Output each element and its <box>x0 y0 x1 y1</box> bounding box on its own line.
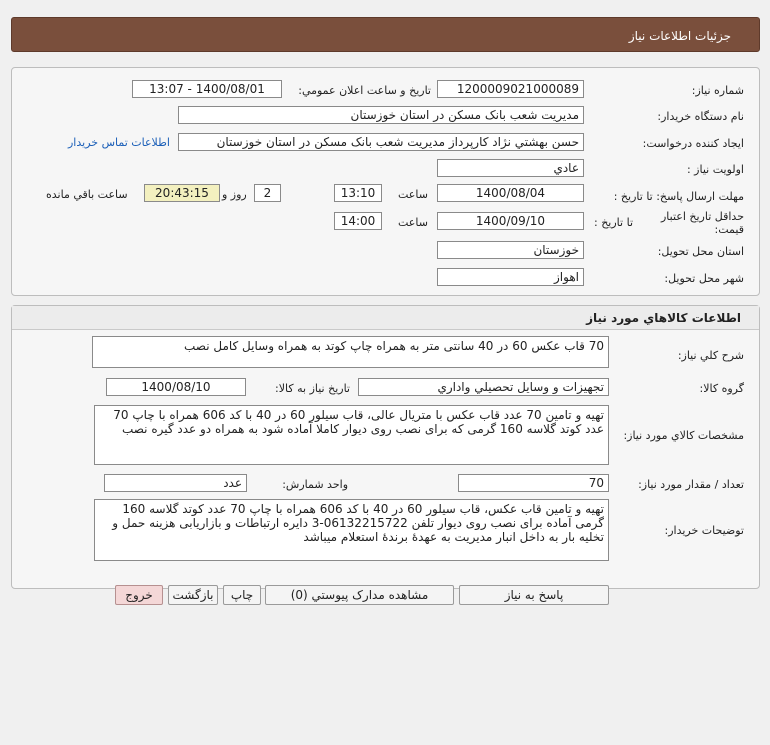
price-validity-to-date-label: تا تاريخ : <box>594 216 633 229</box>
unit-field: عدد <box>104 474 247 492</box>
remaining-time-label: ساعت باقي مانده <box>46 188 128 201</box>
quantity-label: تعداد / مقدار مورد نياز: <box>638 478 744 491</box>
reply-days-field: 2 <box>254 184 281 202</box>
delivery-province-label: استان محل تحويل: <box>657 245 744 258</box>
requester-label: ايجاد کننده درخواست: <box>642 137 744 150</box>
page-title: جزئيات اطلاعات نياز <box>628 29 731 43</box>
requester-field: حسن بهشتي نژاد کارپرداز مديريت شعب بانک مسکن در استان خوزستان <box>178 133 584 151</box>
reply-deadline-time-label: ساعت <box>398 188 428 201</box>
general-desc-label: شرح کلي نياز: <box>677 349 744 362</box>
goods-group-label: گروه کالا: <box>699 382 744 395</box>
reply-deadline-time: 13:10 <box>334 184 382 202</box>
attachments-button[interactable]: مشاهده مدارک پيوستي (0) <box>265 585 454 605</box>
announce-datetime-label: تاريخ و ساعت اعلان عمومي: <box>298 84 431 97</box>
specs-label: مشخصات کالاي مورد نياز: <box>623 429 744 442</box>
need-date-field: 1400/08/10 <box>106 378 246 396</box>
price-validity-time: 14:00 <box>334 212 382 230</box>
delivery-city-label: شهر محل تحويل: <box>664 272 744 285</box>
buyer-notes-field: تهیه و تامین قاب عکس، قاب سیلور 60 در 40 با کد 606 همراه با چاپ 70 عدد کوتد گلاسه 160 گرمی آماده برای نصب روی دیوار تلفن 06132215722-3 دایره ارتباطات و بازاریابی هزینه حمل و تخلیه بار به داخل انبار مدیریت به عهدۀ برندۀ استعلام میباشد <box>94 499 609 561</box>
buyer-contact-link[interactable]: اطلاعات تماس خريدار <box>68 136 170 149</box>
goods-group-field: تجهيزات و وسايل تحصيلي واداري <box>358 378 609 396</box>
priority-label: اولويت نياز : <box>686 163 744 176</box>
page-header <box>11 17 760 52</box>
reply-button[interactable]: پاسخ به نياز <box>459 585 609 605</box>
price-validity-label-2: قيمت: <box>714 223 744 236</box>
buyer-org-label: نام دستگاه خريدار: <box>657 110 744 123</box>
price-validity-label-1: حداقل تاريخ اعتبار <box>660 210 744 223</box>
priority-field: عادي <box>437 159 584 177</box>
price-validity-date: 1400/09/10 <box>437 212 584 230</box>
back-button[interactable]: بازگشت <box>168 585 218 605</box>
unit-label: واحد شمارش: <box>282 478 348 491</box>
reply-days-label: روز و <box>222 188 247 201</box>
delivery-city-field: اهواز <box>437 268 584 286</box>
need-number-field: 1200009021000089 <box>437 80 584 98</box>
specs-field: تهیه و تامین 70 عدد قاب عکس با متریال عالی، قاب سیلور 60 در 40 با کد 606 همراه با چاپ 70 عدد کوتد گلاسه 160 گرمی که برای نصب روی دیوار کاملا آماده شود به همراه دو عدد گیره نصب <box>94 405 609 465</box>
reply-deadline-date: 1400/08/04 <box>437 184 584 202</box>
remaining-time-field: 20:43:15 <box>144 184 220 202</box>
announce-datetime-field: 1400/08/01 - 13:07 <box>132 80 282 98</box>
quantity-field: 70 <box>458 474 609 492</box>
goods-info-title: اطلاعات کالاهاي مورد نياز <box>12 306 759 330</box>
need-number-label: شماره نياز: <box>691 84 744 97</box>
buyer-org-field: مديريت شعب بانک مسکن در استان خوزستان <box>178 106 584 124</box>
need-info-panel <box>11 67 760 296</box>
delivery-province-field: خوزستان <box>437 241 584 259</box>
reply-deadline-label: مهلت ارسال پاسخ: تا تاريخ : <box>613 190 744 203</box>
general-desc-field: 70 قاب عکس 60 در 40 سانتی متر به همراه چاپ کوتد به همراه وسایل کامل نصب <box>92 336 609 368</box>
buyer-notes-label: توضيحات خريدار: <box>664 524 744 537</box>
exit-button[interactable]: خروج <box>115 585 163 605</box>
price-validity-time-label: ساعت <box>398 216 428 229</box>
print-button[interactable]: چاپ <box>223 585 261 605</box>
need-date-label: تاريخ نياز به کالا: <box>275 382 350 395</box>
